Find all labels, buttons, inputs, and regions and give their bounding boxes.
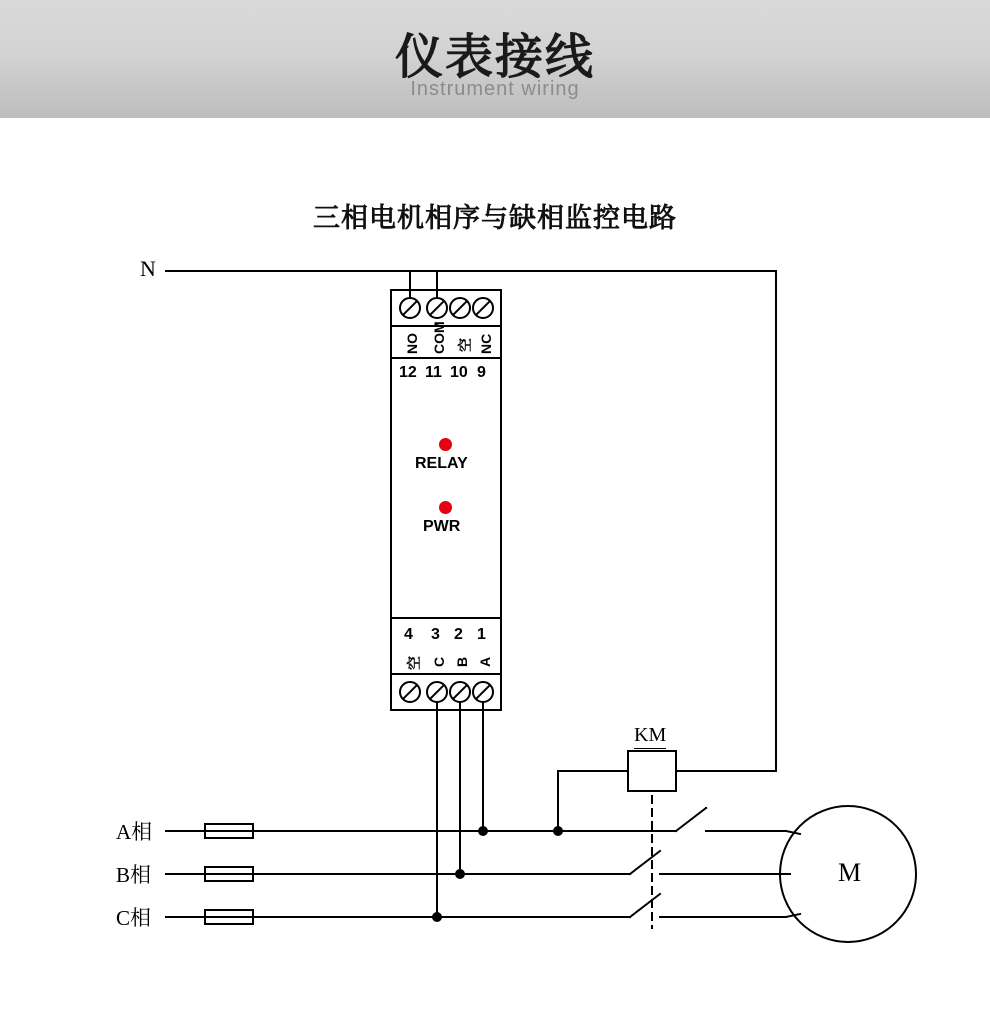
phase-label-c: C相 [116, 906, 152, 930]
terminal-name-b: B [454, 656, 470, 667]
page-banner [0, 0, 990, 118]
terminal-number-4: 4 [404, 626, 413, 643]
terminal-number-1: 1 [477, 626, 486, 643]
terminal-name-a: A [477, 656, 493, 667]
banner-title: 仪表接线 [394, 31, 595, 84]
terminal-name-empty-bottom: 空 [406, 656, 422, 670]
km-contact-c [630, 894, 660, 917]
km-contact-a [676, 808, 706, 831]
pwr-led-label: PWR [423, 518, 461, 535]
terminal-name-c: C [431, 656, 447, 667]
km-coil-box [628, 751, 676, 791]
relay-led [439, 438, 452, 451]
phase-label-b: B相 [116, 863, 152, 887]
wiring-diagram [0, 118, 990, 1005]
bottom-terminal-screws [400, 682, 493, 702]
terminal-number-12: 12 [399, 364, 417, 381]
relay-led-label: RELAY [415, 455, 468, 472]
terminal-number-3: 3 [431, 626, 440, 643]
km-label: KM [634, 724, 666, 749]
terminal-number-10: 10 [450, 364, 468, 381]
km-contact-b [630, 851, 660, 874]
pwr-led [439, 501, 452, 514]
terminal-number-2: 2 [454, 626, 463, 643]
terminal-name-no: NO [404, 333, 420, 354]
banner-subtitle: Instrument wiring [410, 78, 580, 100]
top-terminal-screws [400, 298, 493, 318]
diagram-title: 三相电机相序与缺相监控电路 [313, 203, 677, 233]
terminal-number-9: 9 [477, 364, 486, 381]
neutral-label: N [140, 256, 156, 281]
terminal-number-11: 11 [425, 364, 442, 381]
terminal-name-empty-top: 空 [457, 338, 473, 352]
terminal-name-nc: NC [478, 333, 494, 354]
motor-label: M [838, 858, 862, 887]
terminal-name-com: COM [431, 321, 447, 354]
phase-label-a: A相 [116, 820, 153, 844]
